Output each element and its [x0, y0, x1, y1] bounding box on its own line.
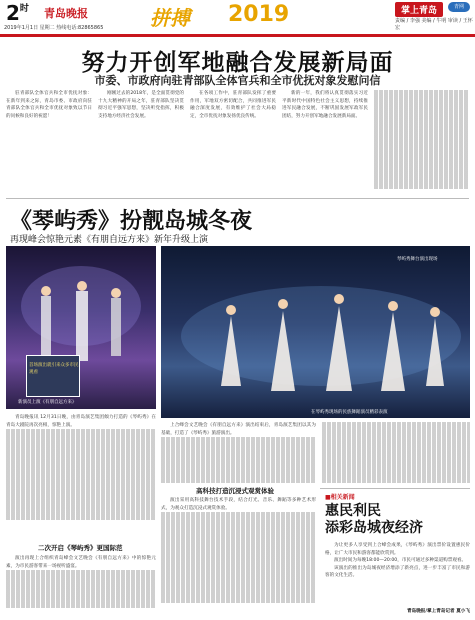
lead-column-5: [374, 90, 469, 198]
sidebar-divider: [320, 488, 470, 489]
story2-column-3: [322, 422, 470, 488]
lead-column-4: 新的一年，我们将认真贯彻落实习近平新时代中国特色社会主义思想，持续推进军民融合发展，不断巩固发展军政军民团结，努力开创军地融合发展新局面。: [282, 91, 368, 119]
caption-right: 琴屿秀舞台演出现场: [397, 257, 438, 262]
story2-subhead: 再现峰会惊艳元素《有朋自远方来》新年升级上演: [10, 235, 209, 245]
editor-credits: 责编 / 李强 美编 / 牛明 审读 / 王怀宏: [395, 18, 473, 31]
inset-photo: [26, 355, 80, 397]
performance-photo-right: [161, 246, 470, 418]
year-banner: [150, 2, 350, 32]
story2-column-1b: 演出再现上合组织青岛峰会文艺晚会《有朋自远方来》中的惊艳元素，为市民游客带来一场视听盛宴。: [6, 555, 156, 615]
masthead: [0, 0, 475, 38]
dancers-illustration: [161, 246, 470, 418]
section-heading-1: 二次开启《琴屿秀》更国际范: [38, 544, 123, 552]
lead-column-3: 在各项工作中，驻青部队发挥了重要作用，军地双方密切配合，共同推进军民融合深度发展，有效维护了社会大局稳定，全市优抚对象发扬优良传统。: [190, 91, 276, 119]
header-rule: [0, 34, 475, 37]
story2-column-2b: 演出采用高科技舞台技术手段，结合灯光、音乐、舞蹈等多种艺术形式，为观众打造沉浸式观赏体验。: [161, 497, 316, 615]
story2-headline: 《琴屿秀》扮靓岛城冬夜: [10, 209, 253, 234]
right-tag: 掌上青岛: [395, 2, 443, 17]
story2-column-1: 青岛晚报讯 12月31日晚，由青岛演艺集团倾力打造的《琴屿秀》在青岛大剧院再次亮相，惊艳上演。: [6, 414, 156, 538]
related-news-tag: ■相关新闻: [325, 494, 355, 501]
lead-headline: 努力开创军地融合发展新局面: [81, 50, 394, 76]
banner-year: 2019: [228, 2, 290, 27]
lead-subhead: 市委、市政府向驻青部队全体官兵和全市优抚对象发慰问信: [94, 74, 381, 87]
banner-left: 拼搏: [150, 6, 190, 30]
section-divider: [6, 198, 469, 199]
qingwang-logo: 青网: [448, 2, 470, 12]
lead-column-2: 刚刚过去的2018年，是全面贯彻党的十九大精神的开局之年，驻青部队坚决贯彻习近平强军思想，坚决听党指挥，积极支持地方经济社会发展。: [98, 91, 184, 119]
sidebar-headline: 惠民利民 添彩岛城夜经济: [325, 503, 423, 536]
sidebar-byline: 青岛晚报/掌上青岛记者 夏小飞: [407, 609, 470, 614]
story2-column-2: 上合峰会文艺晚会《有朋自远方来》演出结束后，青岛演艺集团以其为基础，打造了《琴屿秀》旅游演出。: [161, 422, 316, 486]
sidebar-body: 为让更多人享受到上合峰会成果，《琴屿秀》演出票价设置惠民价格，让广大市民和游客都能欣赏到。 演出时间为每晚18:00—20:00，市民可通过多种渠道购票观看。 该演出的推出为岛城夜经济增添了新亮点，进一步丰富了市民和游客的文化生活。: [325, 543, 470, 579]
caption-left: 新演员上演《有朋自远方来》: [18, 400, 77, 405]
section-heading-2: 高科技打造沉浸式观赏体验: [196, 487, 274, 495]
caption-bottom: 在琴屿秀现场的民族舞蹈演员精彩表演: [311, 410, 388, 415]
page-number: $2^时$: [6, 1, 29, 25]
dateline: 2019年1月1日 星期二 热线电话:82865865: [4, 25, 104, 31]
lead-column-1: 驻青部队全体官兵和全市优抚对象：在新年到来之际，青岛市委、市政府向驻青部队全体官兵和全市优抚对象致以节日的问候和良好的祝愿！: [6, 91, 92, 119]
paper-name: 青岛晚报: [44, 7, 88, 20]
caption-inset: 首场演出就引来众多市民观看: [29, 363, 79, 375]
